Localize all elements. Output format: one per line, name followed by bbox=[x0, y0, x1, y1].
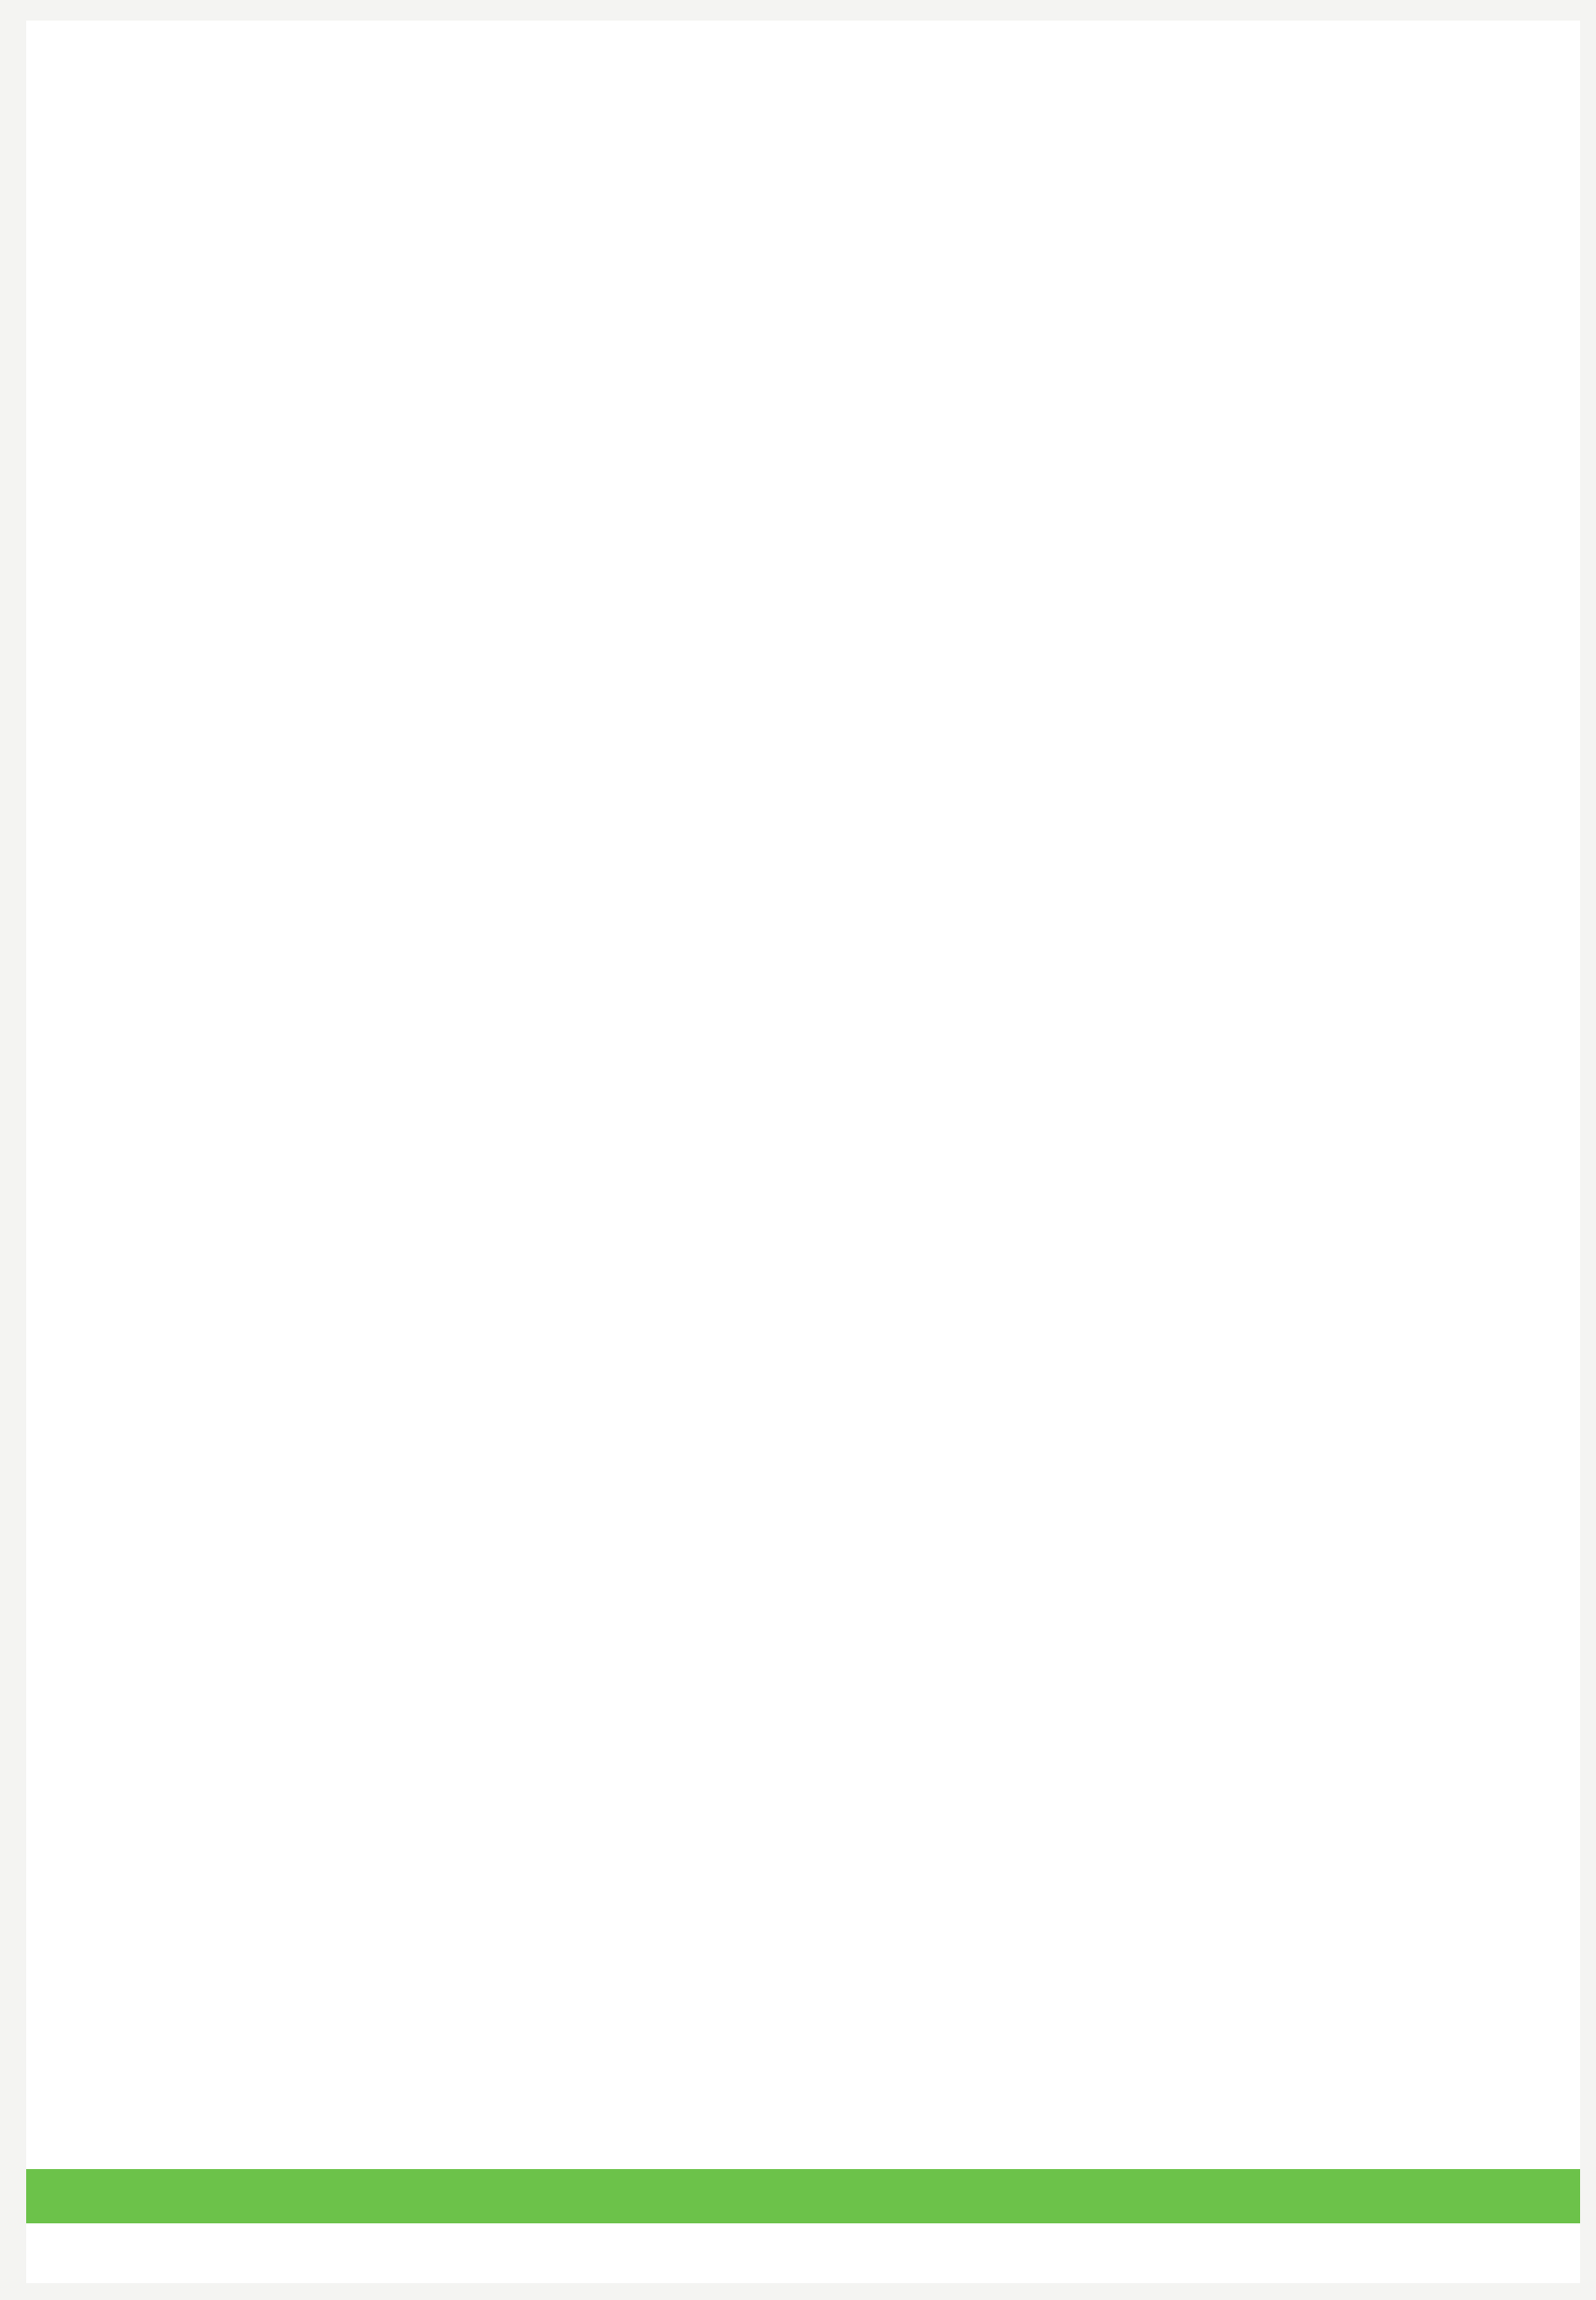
worksheet-page bbox=[26, 21, 1580, 2283]
footer-bar bbox=[26, 2169, 1580, 2223]
